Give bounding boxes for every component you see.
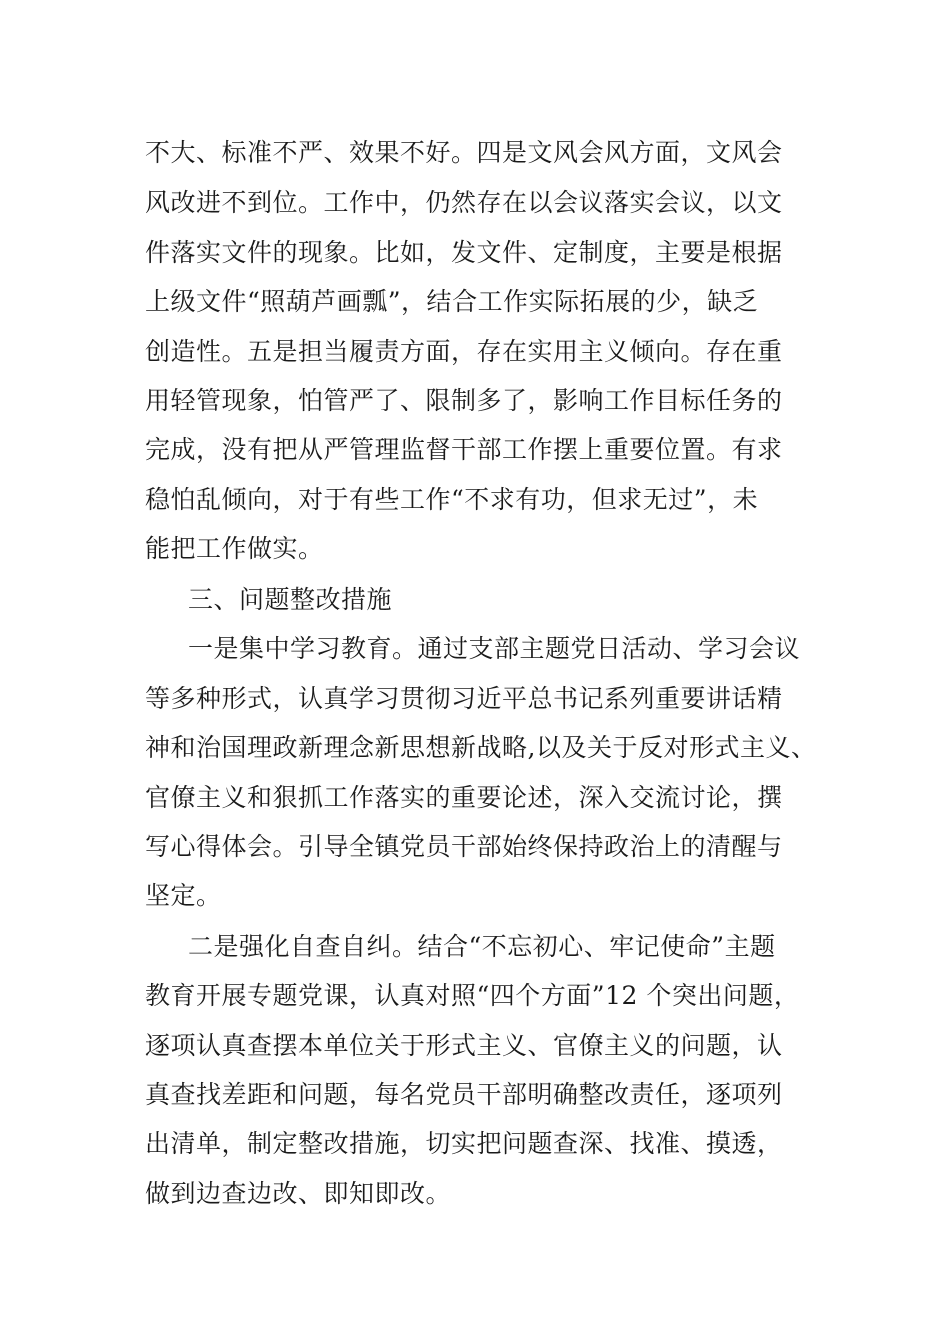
text-line: 做到边查边改、即知即改。 — [145, 1179, 452, 1208]
paragraph-start: 一是集中学习教育。通过支部主题党日活动、学习会议 — [188, 634, 801, 663]
text-line: 出清单，制定整改措施，切实把问题查深、找准、摸透， — [145, 1129, 783, 1158]
text-line: 真查找差距和问题，每名党员干部明确整改责任，逐项列 — [145, 1080, 783, 1109]
text-line: 坚定。 — [145, 881, 222, 910]
text-line: 风改进不到位。工作中，仍然存在以会议落实会议，以文 — [145, 188, 783, 217]
text-line: 完成，没有把从严管理监督干部工作摆上重要位置。有求 — [145, 435, 783, 464]
text-line: 创造性。五是担当履责方面，存在实用主义倾向。存在重 — [145, 337, 783, 366]
text-line: 用轻管现象，怕管严了、限制多了，影响工作目标任务的 — [145, 386, 783, 415]
text-line: 能把工作做实。 — [145, 534, 324, 563]
text-line: 不大、标准不严、效果不好。四是文风会风方面，文风会 — [145, 138, 783, 167]
text-line: 上级文件“照葫芦画瓢”，结合工作实际拓展的少，缺乏 — [145, 287, 759, 316]
text-line: 神和治国理政新理念新思想新战略,以及关于反对形式主义、 — [145, 733, 817, 762]
section-heading: 三、问题整改措施 — [188, 585, 393, 614]
paragraph-start: 二是强化自查自纠。结合“不忘初心、牢记使命”主题 — [188, 932, 776, 961]
text-line: 件落实文件的现象。比如，发文件、定制度，主要是根据 — [145, 238, 783, 267]
text-line: 逐项认真查摆本单位关于形式主义、官僚主义的问题，认 — [145, 1031, 783, 1060]
text-line: 等多种形式，认真学习贯彻习近平总书记系列重要讲话精 — [145, 684, 783, 713]
text-line: 稳怕乱倾向，对于有些工作“不求有功，但求无过”，未 — [145, 485, 759, 514]
text-line: 写心得体会。引导全镇党员干部始终保持政治上的清醒与 — [145, 832, 783, 861]
text-line: 教育开展专题党课，认真对照“四个方面”12 个突出问题， — [145, 981, 800, 1010]
text-line: 官僚主义和狠抓工作落实的重要论述，深入交流讨论，撰 — [145, 783, 783, 812]
